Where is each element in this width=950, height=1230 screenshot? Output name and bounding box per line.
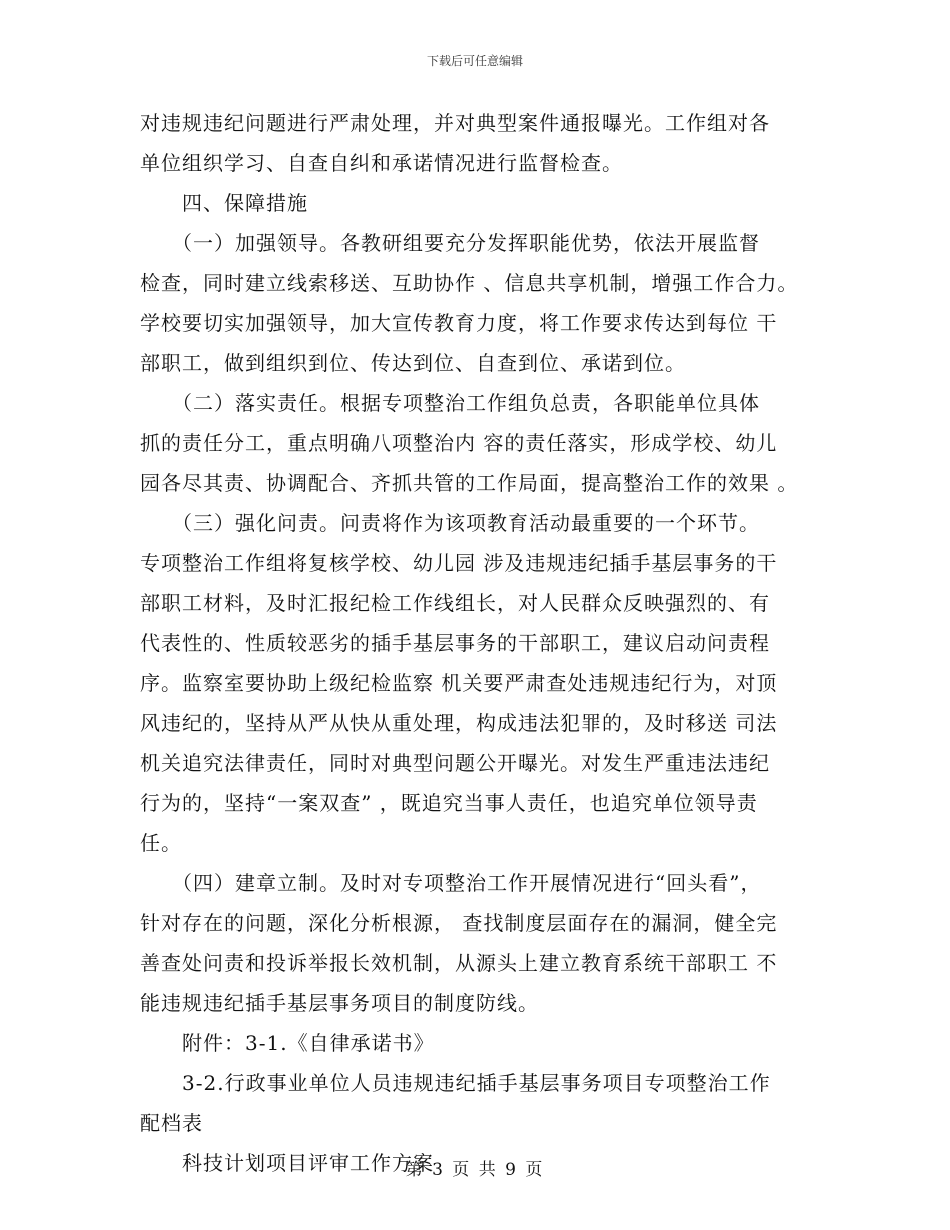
- text-line: 对违规违纪问题进行严肃处理，并对典型案件通报曝光。工作组对各: [140, 111, 770, 135]
- text-line: （一）加强领导。各教研组要充分发挥职能优势，依法开展监督: [140, 231, 760, 255]
- text-line: 检查，同时建立线索移送、互助协作 、信息共享机制，增强工作合力。: [140, 271, 799, 295]
- attachment-line: 配档表: [140, 1111, 203, 1135]
- text-line: 序。监察室要协助上级纪检监察 机关要严肃查处违规违纪行为，对顶: [140, 671, 778, 695]
- text-line: 代表性的、性质较恶劣的插手基层事务的干部职工，建议启动问责程: [140, 631, 770, 655]
- section-heading: 四、保障措施: [140, 191, 308, 215]
- text-line: （四）建章立制。及时对专项整治工作开展情况进行“回头看”，: [140, 871, 762, 895]
- text-line: 抓的责任分工，重点明确八项整治内 容的责任落实，形成学校、幼儿: [140, 431, 778, 455]
- text-line: 任。: [140, 831, 182, 855]
- text-line: 单位组织学习、自查自纠和承诺情况进行监督检查。: [140, 151, 623, 175]
- text-line: 学校要切实加强领导，加大宣传教育力度，将工作要求传达到每位 干: [140, 311, 778, 335]
- text-line: （二）落实责任。根据专项整治工作组负总责，各职能单位具体: [140, 391, 760, 415]
- text-line: 行为的，坚持“一案双查” ，既追究当事人责任，也追究单位领导责: [140, 791, 758, 815]
- text-line: （三）强化问责。问责将作为该项教育活动最重要的一个环节。: [140, 511, 760, 535]
- document-body: [140, 103, 820, 1183]
- text-line: 园各尽其责、协调配合、齐抓共管的工作局面，提高整治工作的效果 。: [140, 471, 799, 495]
- text-line: 能违规违纪插手基层事务项目的制度防线。: [140, 991, 539, 1015]
- text-line: 风违纪的，坚持从严从快从重处理，构成违法犯罪的，及时移送 司法: [140, 711, 778, 735]
- attachment-line: 3-2.行政事业单位人员违规违纪插手基层事务项目专项整治工作: [140, 1071, 771, 1095]
- text-line: 专项整治工作组将复核学校、幼儿园 涉及违规违纪插手基层事务的干: [140, 551, 778, 575]
- text-line: 善查处问责和投诉举报长效机制，从源头上建立教育系统干部职工 不: [140, 951, 778, 975]
- text-line: 部职工，做到组织到位、传达到位、自查到位、承诺到位。: [140, 351, 686, 375]
- attachment-line: 附件：3-1.《自律承诺书》: [140, 1031, 435, 1055]
- text-line: 部职工材料，及时汇报纪检工作线组长，对人民群众反映强烈的、有: [140, 591, 770, 615]
- text-line: 机关追究法律责任，同时对典型问题公开曝光。对发生严重违法违纪: [140, 751, 770, 775]
- next-doc-title: 科技计划项目评审工作方案: [140, 1151, 434, 1175]
- page-number: 第 3 页 共 9 页: [405, 1160, 545, 1180]
- page-header-note: 下载后可任意编辑: [426, 54, 523, 68]
- text-line: 针对存在的问题，深化分析根源， 查找制度层面存在的漏洞，健全完: [140, 911, 778, 935]
